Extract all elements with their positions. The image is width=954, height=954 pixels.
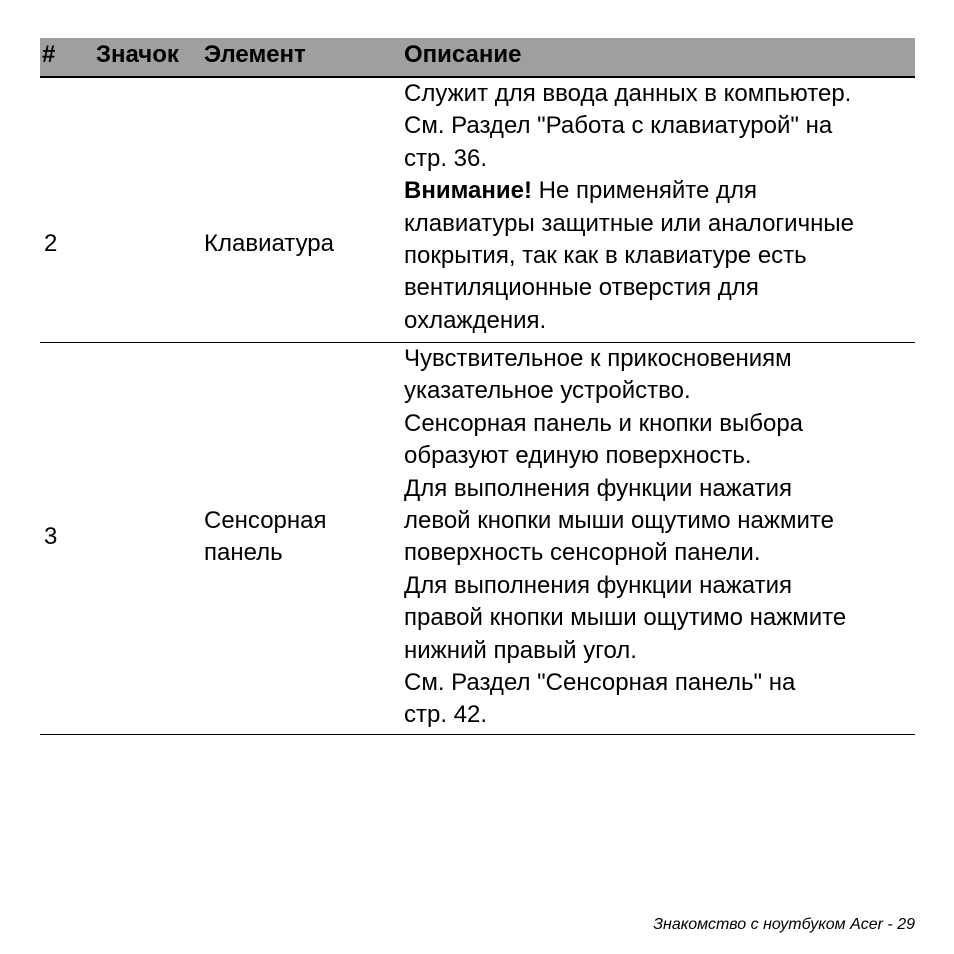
description-line: Сенсорная панель и кнопки выбора: [404, 409, 804, 437]
description-line: покрытия, так как в клавиатуре есть: [404, 242, 807, 270]
header-icon: Значок: [96, 41, 179, 68]
header-element: Элемент: [204, 41, 306, 68]
table-header: [40, 38, 915, 78]
description-line: охлаждения.: [404, 306, 547, 334]
description-line: нижний правый угол.: [404, 636, 637, 664]
table-row: [40, 78, 915, 343]
element-name-line: Сенсорная: [204, 507, 327, 534]
description-line: Для выполнения функции нажатия: [404, 571, 792, 599]
page-footer: Знакомство с ноутбуком Acer - 29: [653, 916, 915, 933]
row-number: 3: [44, 523, 58, 550]
header-description: Описание: [404, 41, 522, 68]
table-row: [40, 343, 915, 735]
description-line: указательное устройство.: [404, 377, 691, 405]
description-line: Для выполнения функции нажатия: [404, 474, 792, 502]
element-name: Клавиатура: [204, 230, 334, 257]
components-table: [40, 38, 915, 735]
row-number: 2: [44, 230, 58, 257]
warning-text: Не применяйте для: [538, 177, 757, 205]
description-line: стр. 36.: [404, 144, 488, 172]
description-cell: [404, 343, 914, 732]
description-line: стр. 42.: [404, 701, 488, 729]
description-line: См. Раздел "Работа с клавиатурой" на: [404, 112, 833, 140]
description-line: вентиляционные отверстия для: [404, 274, 759, 302]
warning-label: Внимание!: [404, 177, 532, 205]
description-line: См. Раздел "Сенсорная панель" на: [404, 669, 796, 697]
element-name-line: панель: [204, 539, 283, 567]
description-line: Чувствительное к прикосновениям: [404, 345, 792, 372]
warning-line: [404, 175, 914, 207]
description-line: поверхность сенсорной панели.: [404, 539, 761, 567]
description-cell: [404, 78, 914, 337]
description-line: образуют единую поверхность.: [404, 442, 752, 470]
description-line: клавиатуры защитные или аналогичные: [404, 209, 854, 237]
description-line: правой кнопки мыши ощутимо нажмите: [404, 604, 847, 632]
element-name: [204, 505, 394, 570]
header-num: #: [42, 41, 56, 68]
description-line: левой кнопки мыши ощутимо нажмите: [404, 507, 834, 535]
description-line: Служит для ввода данных в компьютер.: [404, 80, 852, 107]
